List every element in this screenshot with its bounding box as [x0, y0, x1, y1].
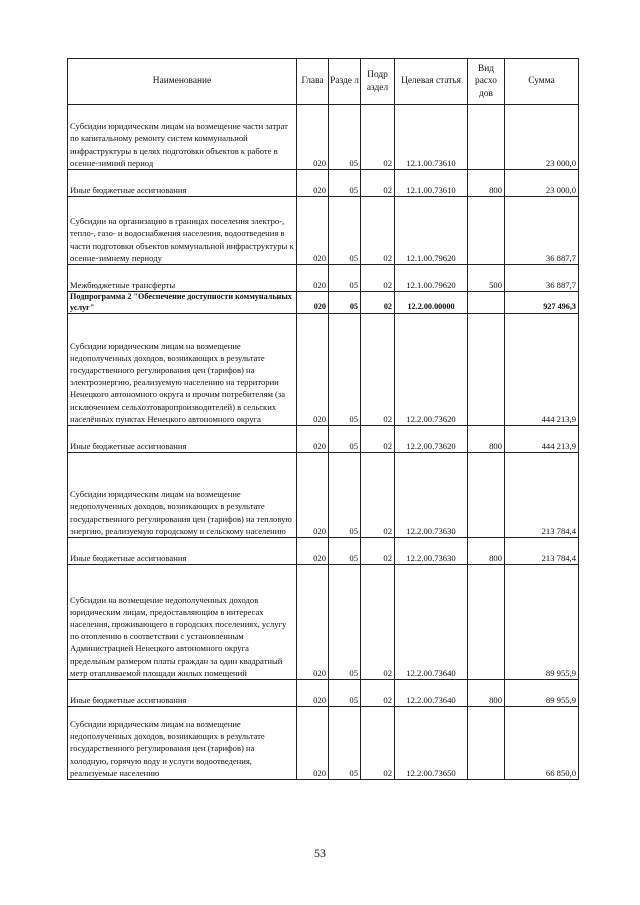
row-type [468, 565, 505, 680]
row-chapter: 020 [297, 426, 329, 453]
row-name: Иные бюджетные ассигнования [68, 426, 297, 453]
row-target: 12.1.00.79620 [395, 197, 468, 265]
row-target: 12.2.00.73640 [395, 680, 468, 707]
row-target: 12.2.00.00000 [395, 292, 468, 314]
row-sum: 444 213,9 [505, 426, 579, 453]
row-subsection: 02 [361, 105, 395, 170]
row-subsection: 02 [361, 538, 395, 565]
row-section: 05 [329, 426, 361, 453]
row-chapter: 020 [297, 105, 329, 170]
row-type [468, 707, 505, 780]
row-subsection: 02 [361, 426, 395, 453]
row-target: 12.2.00.73640 [395, 565, 468, 680]
row-section: 05 [329, 453, 361, 538]
row-sum: 444 213,9 [505, 314, 579, 426]
row-name: Иные бюджетные ассигнования [68, 170, 297, 197]
budget-table [67, 58, 579, 780]
table-row [68, 170, 579, 197]
row-target: 12.1.00.73610 [395, 170, 468, 197]
row-sum: 36 887,7 [505, 197, 579, 265]
row-section: 05 [329, 170, 361, 197]
row-sum: 213 784,4 [505, 538, 579, 565]
table-body [68, 105, 579, 780]
row-chapter: 020 [297, 565, 329, 680]
row-name: Субсидии юридическим лицам на возмещение недополученных доходов, возникающих в результате государственного регулирования цен (тарифов) на электроэнергию, реализуемую населению на территории Ненецкого автономного округа и прочим потребителям (за исключением сельхозтоваропроизводителей) в сельских населённых пунктах Ненецкого автономного округа [68, 314, 297, 426]
row-subsection: 02 [361, 197, 395, 265]
table-row [68, 314, 579, 426]
row-name: Межбюджетные трансферты [68, 265, 297, 292]
row-type: 800 [468, 170, 505, 197]
row-subsection: 02 [361, 170, 395, 197]
row-target: 12.1.00.73610 [395, 105, 468, 170]
row-name: Субсидии на организацию в границах поселения электро-, тепло-, газо- и водоснабжения населения, водоотведения в части подготовки объектов коммунальной инфраструктуры к осенне-зимнему периоду [68, 197, 297, 265]
row-section: 05 [329, 565, 361, 680]
row-chapter: 020 [297, 453, 329, 538]
table-row [68, 453, 579, 538]
header-type: Вид расхо дов [468, 59, 505, 105]
table-row [68, 680, 579, 707]
row-section: 05 [329, 680, 361, 707]
row-name: Субсидии юридическим лицам на возмещение недополученных доходов, возникающих в результате государственного регулирования цен (тарифов) на холодную, горячую воду и услуги водоотведения, реализуемые населению [68, 707, 297, 780]
row-subsection: 02 [361, 292, 395, 314]
row-sum: 23 000,0 [505, 170, 579, 197]
row-type: 800 [468, 426, 505, 453]
row-chapter: 020 [297, 170, 329, 197]
row-section: 05 [329, 105, 361, 170]
row-type [468, 105, 505, 170]
row-sum: 36 887,7 [505, 265, 579, 292]
row-sum: 213 784,4 [505, 453, 579, 538]
row-section: 05 [329, 538, 361, 565]
header-section: Разде л [329, 59, 361, 105]
row-name: Подпрограмма 2 "Обеспечение доступности коммунальных услуг" [68, 292, 297, 314]
row-target: 12.2.00.73650 [395, 707, 468, 780]
row-subsection: 02 [361, 707, 395, 780]
row-section: 05 [329, 314, 361, 426]
header-chapter: Глава [297, 59, 329, 105]
row-subsection: 02 [361, 265, 395, 292]
row-type [468, 453, 505, 538]
row-section: 05 [329, 197, 361, 265]
row-type: 800 [468, 680, 505, 707]
row-subsection: 02 [361, 565, 395, 680]
row-target: 12.2.00.73630 [395, 538, 468, 565]
table-row [68, 565, 579, 680]
row-name: Субсидии юридическим лицам на возмещение недополученных доходов, возникающих в результате государственного регулирования цен (тарифов) на тепловую энергию, реализуемую городскому и сельскому населению [68, 453, 297, 538]
table-row [68, 197, 579, 265]
row-section: 05 [329, 265, 361, 292]
header-name: Наименование [68, 59, 297, 105]
row-chapter: 020 [297, 680, 329, 707]
row-chapter: 020 [297, 314, 329, 426]
row-section: 05 [329, 292, 361, 314]
row-name: Иные бюджетные ассигнования [68, 538, 297, 565]
table-row [68, 265, 579, 292]
table-row [68, 292, 579, 314]
row-type: 800 [468, 538, 505, 565]
row-subsection: 02 [361, 453, 395, 538]
row-sum: 89 955,9 [505, 565, 579, 680]
header-target: Целевая статья [395, 59, 468, 105]
row-type [468, 197, 505, 265]
table-row [68, 426, 579, 453]
table-header-row [68, 59, 579, 105]
row-type: 500 [468, 265, 505, 292]
row-name: Иные бюджетные ассигнования [68, 680, 297, 707]
row-section: 05 [329, 707, 361, 780]
row-target: 12.1.00.79620 [395, 265, 468, 292]
table-row [68, 707, 579, 780]
row-sum: 23 000,0 [505, 105, 579, 170]
row-chapter: 020 [297, 197, 329, 265]
row-subsection: 02 [361, 680, 395, 707]
row-name: Субсидии на возмещение недополученных доходов юридическим лицам, предоставляющим в интересах населения, проживающего в городских поселениях, услугу по отоплению в соответствии с установленным Администрацией Ненецкого автономного округа предельным размером платы граждан за один квадратный метр отапливаемой площади жилых помещений [68, 565, 297, 680]
row-chapter: 020 [297, 538, 329, 565]
row-type [468, 314, 505, 426]
table-row [68, 538, 579, 565]
row-target: 12.2.00.73620 [395, 426, 468, 453]
row-sum: 66 850,0 [505, 707, 579, 780]
header-sum: Сумма [505, 59, 579, 105]
row-target: 12.2.00.73630 [395, 453, 468, 538]
row-subsection: 02 [361, 314, 395, 426]
row-chapter: 020 [297, 265, 329, 292]
row-target: 12.2.00.73620 [395, 314, 468, 426]
table-row [68, 105, 579, 170]
row-chapter: 020 [297, 292, 329, 314]
page-number: 53 [314, 846, 326, 860]
row-sum: 89 955,9 [505, 680, 579, 707]
row-name: Субсидии юридическим лицам на возмещение части затрат по капитальному ремонту систем коммунальной инфраструктуры в целях подготовки объектов к работе в осенне-зимний период [68, 105, 297, 170]
row-sum: 927 496,3 [505, 292, 579, 314]
header-subsection: Подр аздел [361, 59, 395, 105]
row-type [468, 292, 505, 314]
row-chapter: 020 [297, 707, 329, 780]
